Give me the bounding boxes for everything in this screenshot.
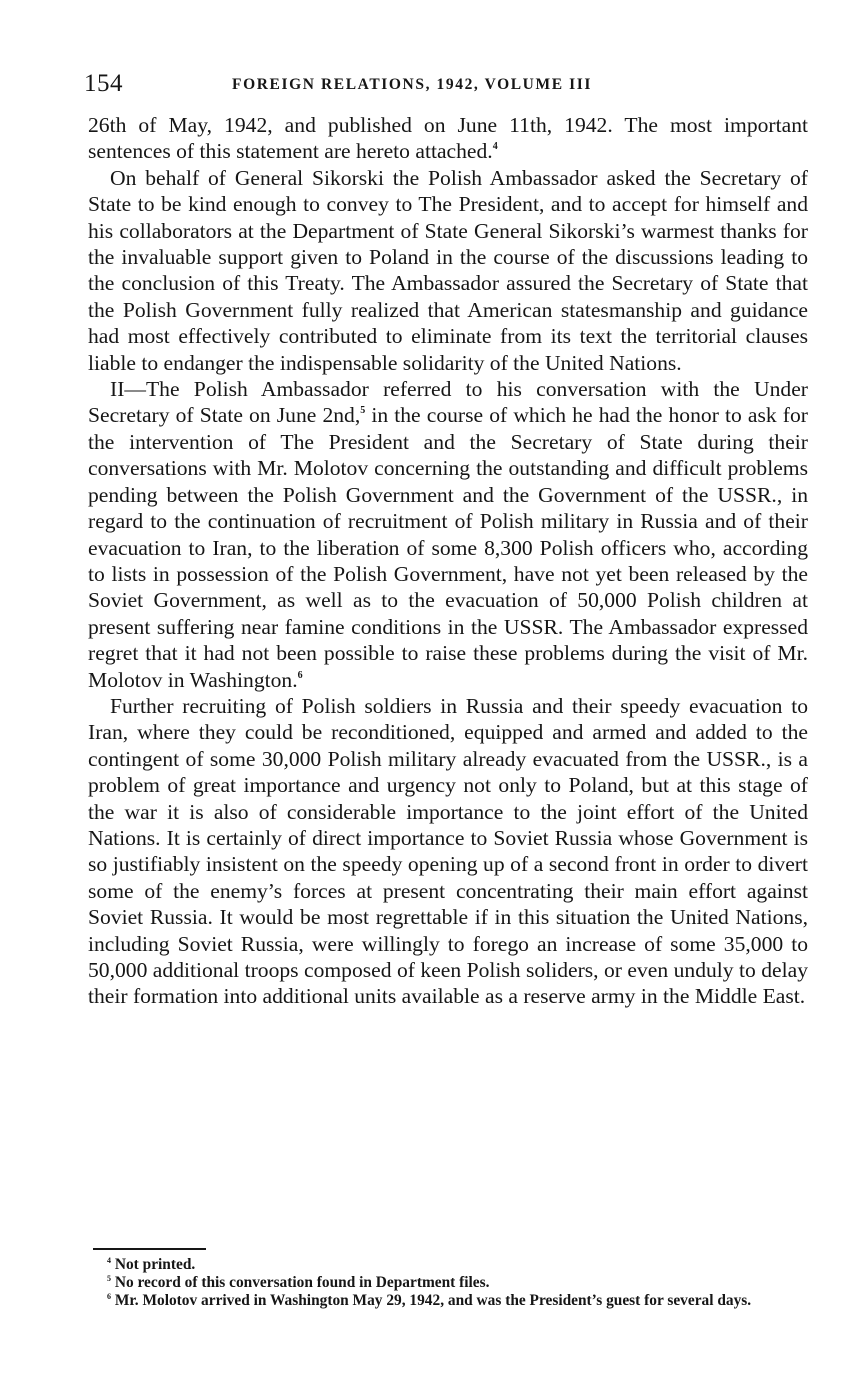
footnote-divider <box>93 1248 206 1250</box>
paragraph-section-ii <box>88 376 808 693</box>
running-head: FOREIGN RELATIONS, 1942, VOLUME III <box>232 76 592 93</box>
paragraph-text: II—The Polish Ambassador referred to his conversation with the Under Secretary of State on June 2nd, <box>88 377 808 428</box>
footnote-mark: 4 <box>107 1256 111 1265</box>
body-text <box>88 112 808 1010</box>
footnote <box>93 1274 815 1292</box>
paragraph-continuation <box>88 112 808 165</box>
footnote-mark: 6 <box>107 1292 111 1302</box>
paragraph-recruiting <box>88 693 808 1010</box>
footnote-text: No record of this conversation found in Department files. <box>111 1274 490 1292</box>
paragraph-text: in the course of which he had the honor to ask for the intervention of The President and the Secretary of State during their conversations with Mr. Molotov concerning the outstanding and difficult problems pending between the Polish Government and the Government of the USSR., in regard to the continuation of recruitment of Polish military in Russia and of their evacuation to Iran, to the liberation of some 8,300 Polish officers who, according to lists in possession of the Polish Government, have not yet been released by the Soviet Government, as well as to the evacuation of 50,000 Polish children at present suffering near famine conditions in the USSR. The Ambassador expressed regret that it had not been possible to raise these problems during the visit of Mr. Molotov in Washington. <box>88 403 808 692</box>
footnote <box>93 1292 815 1310</box>
paragraph-text: Further recruiting of Polish soldiers in Russia and their speedy evacuation to Iran, where they could be reconditioned, equipped and armed and added to the contingent of some 30,000 Polish military already evacuated from the USSR., is a problem of great importance and urgency not only to Poland, but at this stage of the war it is also of considerable importance to the joint effort of the United Nations. It is certainly of direct importance to Soviet Russia whose Government is so justifiably insistent on the speedy opening up of a second front in order to divert some of the enemy’s forces at present concentrating their main effort against Soviet Russia. It would be most regrettable if in this situation the United Nations, including Soviet Russia, were willingly to forego an increase of some 35,000 to 50,000 additional troops composed of keen Polish soliders, or even unduly to delay their formation into additional units available as a reserve army in the Middle East. <box>88 693 808 1009</box>
footnote-ref: 5 <box>360 405 366 417</box>
footnote <box>93 1256 815 1274</box>
paragraph-thanks <box>88 165 808 376</box>
page-header <box>84 68 806 108</box>
footnote-mark: 5 <box>107 1274 111 1284</box>
footnote-text: Not printed. <box>111 1256 196 1273</box>
paragraph-text: 26th of May, 1942, and published on June 11th, 1942. The most important sentences of this statement are hereto attached. <box>88 113 808 164</box>
footnote-ref: 6 <box>297 669 303 681</box>
paragraph-text: On behalf of General Sikorski the Polish Ambassador asked the Secretary of State to be kind enough to convey to The President, and to accept for himself and his collaborators at the Department of State General Sikorski’s warmest thanks for the invaluable support given to Poland in the course of the discussions leading to the conclusion of this Treaty. The Ambassador assured the Secretary of State that the Polish Government fully realized that American statesmanship and guidance had most effectively contributed to eliminate from its text the territorial clauses liable to endanger the indispensable solidarity of the United Nations. <box>88 165 808 375</box>
page-number: 154 <box>84 70 123 97</box>
footnote-ref: 4 <box>492 141 498 153</box>
footnotes <box>93 1256 815 1311</box>
footnote-text: Mr. Molotov arrived in Washington May 29, 1942, and was the President’s guest for several days. <box>111 1292 752 1310</box>
